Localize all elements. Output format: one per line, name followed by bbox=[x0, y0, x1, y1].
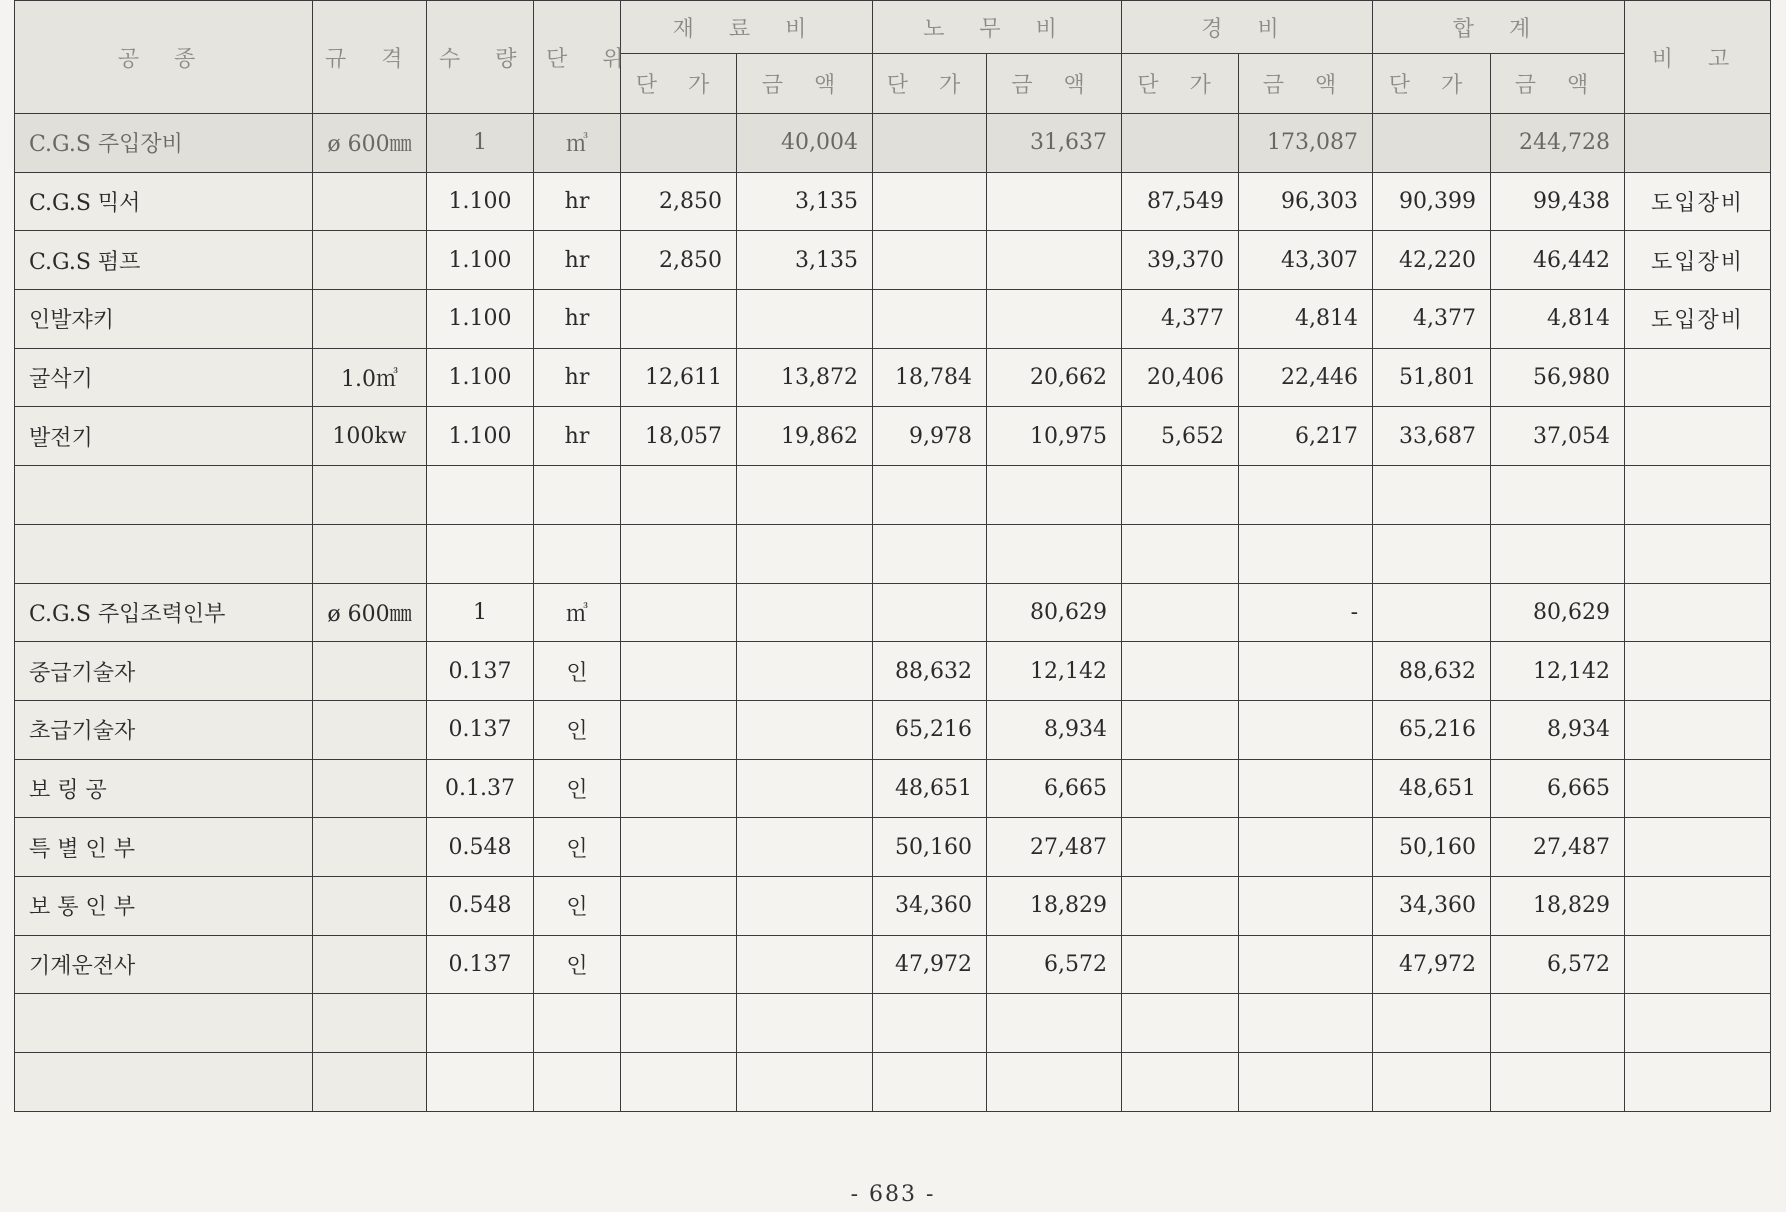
header-material-amount: 금 액 bbox=[737, 54, 873, 114]
page-number: - 683 - bbox=[850, 1182, 936, 1207]
note-cell bbox=[1625, 348, 1771, 407]
labor-unit-price-cell bbox=[873, 524, 987, 583]
total-unit-price-cell: 90,399 bbox=[1373, 172, 1491, 231]
item-cell bbox=[15, 1053, 313, 1112]
material-unit-price-cell: 2,850 bbox=[621, 231, 737, 290]
table-row bbox=[15, 700, 1771, 759]
expense-amount-cell bbox=[1239, 466, 1373, 525]
total-unit-price-cell bbox=[1373, 583, 1491, 642]
expense-amount-cell bbox=[1239, 642, 1373, 701]
total-amount-cell: 12,142 bbox=[1491, 642, 1625, 701]
labor-unit-price-cell: 9,978 bbox=[873, 407, 987, 466]
unit-cell bbox=[534, 994, 621, 1053]
unit-cell: hr bbox=[534, 231, 621, 290]
spec-cell bbox=[313, 172, 427, 231]
note-cell bbox=[1625, 876, 1771, 935]
material-amount-cell bbox=[737, 642, 873, 701]
header-total: 합 계 bbox=[1373, 1, 1625, 54]
note-cell bbox=[1625, 466, 1771, 525]
material-unit-price-cell bbox=[621, 1053, 737, 1112]
labor-amount-cell: 31,637 bbox=[987, 114, 1122, 173]
expense-unit-price-cell: 20,406 bbox=[1122, 348, 1239, 407]
labor-amount-cell: 6,665 bbox=[987, 759, 1122, 818]
spec-cell bbox=[313, 231, 427, 290]
spec-cell bbox=[313, 818, 427, 877]
item-cell bbox=[15, 466, 313, 525]
item-cell bbox=[15, 524, 313, 583]
header-material: 재 료 비 bbox=[621, 1, 873, 54]
labor-unit-price-cell: 47,972 bbox=[873, 935, 987, 994]
qty-cell: 0.548 bbox=[427, 876, 534, 935]
total-unit-price-cell: 51,801 bbox=[1373, 348, 1491, 407]
item-cell: 보 링 공 bbox=[15, 759, 313, 818]
labor-unit-price-cell: 34,360 bbox=[873, 876, 987, 935]
item-cell: 발전기 bbox=[15, 407, 313, 466]
labor-unit-price-cell bbox=[873, 583, 987, 642]
table-row bbox=[15, 407, 1771, 466]
header-expense-amount: 금 액 bbox=[1239, 54, 1373, 114]
labor-unit-price-cell bbox=[873, 172, 987, 231]
expense-unit-price-cell bbox=[1122, 818, 1239, 877]
unit-cell: ㎥ bbox=[534, 583, 621, 642]
material-unit-price-cell bbox=[621, 524, 737, 583]
material-unit-price-cell bbox=[621, 876, 737, 935]
header-labor-unit-price: 단 가 bbox=[873, 54, 987, 114]
labor-amount-cell bbox=[987, 231, 1122, 290]
unit-cost-table bbox=[14, 0, 1771, 1112]
item-cell: C.G.S 주입조력인부 bbox=[15, 583, 313, 642]
expense-amount-cell bbox=[1239, 818, 1373, 877]
labor-amount-cell: 20,662 bbox=[987, 348, 1122, 407]
expense-unit-price-cell bbox=[1122, 759, 1239, 818]
total-unit-price-cell: 65,216 bbox=[1373, 700, 1491, 759]
total-unit-price-cell: 33,687 bbox=[1373, 407, 1491, 466]
material-amount-cell bbox=[737, 700, 873, 759]
spec-cell bbox=[313, 876, 427, 935]
qty-cell bbox=[427, 466, 534, 525]
qty-cell: 1.100 bbox=[427, 348, 534, 407]
unit-cell bbox=[534, 524, 621, 583]
total-amount-cell: 37,054 bbox=[1491, 407, 1625, 466]
note-cell bbox=[1625, 1053, 1771, 1112]
labor-amount-cell: 6,572 bbox=[987, 935, 1122, 994]
spec-cell bbox=[313, 290, 427, 349]
expense-unit-price-cell bbox=[1122, 1053, 1239, 1112]
total-amount-cell: 99,438 bbox=[1491, 172, 1625, 231]
item-cell: C.G.S 주입장비 bbox=[15, 114, 313, 173]
labor-amount-cell bbox=[987, 994, 1122, 1053]
material-amount-cell bbox=[737, 994, 873, 1053]
material-amount-cell bbox=[737, 1053, 873, 1112]
expense-unit-price-cell bbox=[1122, 876, 1239, 935]
expense-unit-price-cell bbox=[1122, 700, 1239, 759]
unit-cell: 인 bbox=[534, 876, 621, 935]
material-amount-cell bbox=[737, 759, 873, 818]
note-cell bbox=[1625, 407, 1771, 466]
expense-unit-price-cell bbox=[1122, 935, 1239, 994]
expense-amount-cell bbox=[1239, 524, 1373, 583]
note-cell: 도입장비 bbox=[1625, 231, 1771, 290]
qty-cell bbox=[427, 994, 534, 1053]
item-cell bbox=[15, 994, 313, 1053]
spec-cell bbox=[313, 524, 427, 583]
total-unit-price-cell: 50,160 bbox=[1373, 818, 1491, 877]
total-amount-cell bbox=[1491, 1053, 1625, 1112]
expense-unit-price-cell bbox=[1122, 642, 1239, 701]
labor-amount-cell: 10,975 bbox=[987, 407, 1122, 466]
material-amount-cell bbox=[737, 876, 873, 935]
material-unit-price-cell bbox=[621, 466, 737, 525]
expense-unit-price-cell: 39,370 bbox=[1122, 231, 1239, 290]
table-row bbox=[15, 348, 1771, 407]
material-amount-cell: 40,004 bbox=[737, 114, 873, 173]
item-cell: 특 별 인 부 bbox=[15, 818, 313, 877]
table-row bbox=[15, 935, 1771, 994]
material-amount-cell: 13,872 bbox=[737, 348, 873, 407]
material-amount-cell bbox=[737, 583, 873, 642]
spec-cell bbox=[313, 935, 427, 994]
note-cell bbox=[1625, 524, 1771, 583]
expense-amount-cell bbox=[1239, 876, 1373, 935]
expense-amount-cell: 6,217 bbox=[1239, 407, 1373, 466]
header-spec: 규 격 bbox=[313, 1, 427, 114]
expense-amount-cell: 4,814 bbox=[1239, 290, 1373, 349]
total-amount-cell bbox=[1491, 524, 1625, 583]
total-amount-cell: 6,665 bbox=[1491, 759, 1625, 818]
total-unit-price-cell: 47,972 bbox=[1373, 935, 1491, 994]
note-cell: 도입장비 bbox=[1625, 290, 1771, 349]
item-cell: 기계운전사 bbox=[15, 935, 313, 994]
expense-amount-cell bbox=[1239, 759, 1373, 818]
total-amount-cell bbox=[1491, 466, 1625, 525]
labor-unit-price-cell: 18,784 bbox=[873, 348, 987, 407]
expense-amount-cell bbox=[1239, 1053, 1373, 1112]
table-row bbox=[15, 818, 1771, 877]
total-amount-cell: 18,829 bbox=[1491, 876, 1625, 935]
material-amount-cell bbox=[737, 935, 873, 994]
spec-cell: 1.0㎥ bbox=[313, 348, 427, 407]
expense-amount-cell: 96,303 bbox=[1239, 172, 1373, 231]
note-cell bbox=[1625, 642, 1771, 701]
total-amount-cell bbox=[1491, 994, 1625, 1053]
note-cell bbox=[1625, 935, 1771, 994]
qty-cell bbox=[427, 1053, 534, 1112]
material-unit-price-cell bbox=[621, 700, 737, 759]
note-cell bbox=[1625, 759, 1771, 818]
table-row bbox=[15, 172, 1771, 231]
header-labor: 노 무 비 bbox=[873, 1, 1122, 54]
expense-unit-price-cell bbox=[1122, 994, 1239, 1053]
labor-unit-price-cell bbox=[873, 290, 987, 349]
material-unit-price-cell bbox=[621, 642, 737, 701]
unit-cell: hr bbox=[534, 172, 621, 231]
spec-cell: ø 600㎜ bbox=[313, 583, 427, 642]
item-cell: 굴삭기 bbox=[15, 348, 313, 407]
total-unit-price-cell: 48,651 bbox=[1373, 759, 1491, 818]
material-unit-price-cell bbox=[621, 290, 737, 349]
total-amount-cell: 80,629 bbox=[1491, 583, 1625, 642]
labor-amount-cell bbox=[987, 172, 1122, 231]
unit-cell: 인 bbox=[534, 700, 621, 759]
expense-unit-price-cell bbox=[1122, 524, 1239, 583]
labor-unit-price-cell: 65,216 bbox=[873, 700, 987, 759]
total-amount-cell: 27,487 bbox=[1491, 818, 1625, 877]
header-note: 비 고 bbox=[1625, 1, 1771, 114]
expense-unit-price-cell: 4,377 bbox=[1122, 290, 1239, 349]
labor-amount-cell: 18,829 bbox=[987, 876, 1122, 935]
table-row bbox=[15, 231, 1771, 290]
unit-cell: 인 bbox=[534, 642, 621, 701]
header-total-amount: 금 액 bbox=[1491, 54, 1625, 114]
material-amount-cell: 3,135 bbox=[737, 231, 873, 290]
qty-cell: 0.137 bbox=[427, 935, 534, 994]
material-unit-price-cell: 2,850 bbox=[621, 172, 737, 231]
table-body bbox=[15, 114, 1771, 1112]
table-row bbox=[15, 994, 1771, 1053]
total-unit-price-cell bbox=[1373, 1053, 1491, 1112]
total-unit-price-cell: 88,632 bbox=[1373, 642, 1491, 701]
unit-cell: 인 bbox=[534, 759, 621, 818]
total-unit-price-cell: 34,360 bbox=[1373, 876, 1491, 935]
header-total-unit-price: 단 가 bbox=[1373, 54, 1491, 114]
total-amount-cell: 6,572 bbox=[1491, 935, 1625, 994]
note-cell bbox=[1625, 114, 1771, 173]
item-cell: 보 통 인 부 bbox=[15, 876, 313, 935]
unit-cell: 인 bbox=[534, 935, 621, 994]
header-material-unit-price: 단 가 bbox=[621, 54, 737, 114]
labor-amount-cell: 12,142 bbox=[987, 642, 1122, 701]
expense-amount-cell: 22,446 bbox=[1239, 348, 1373, 407]
qty-cell: 1.100 bbox=[427, 407, 534, 466]
labor-unit-price-cell: 88,632 bbox=[873, 642, 987, 701]
labor-amount-cell: 27,487 bbox=[987, 818, 1122, 877]
labor-amount-cell bbox=[987, 466, 1122, 525]
note-cell: 도입장비 bbox=[1625, 172, 1771, 231]
total-amount-cell: 4,814 bbox=[1491, 290, 1625, 349]
header-row-main bbox=[15, 1, 1771, 54]
labor-amount-cell bbox=[987, 524, 1122, 583]
labor-unit-price-cell bbox=[873, 466, 987, 525]
total-amount-cell: 56,980 bbox=[1491, 348, 1625, 407]
item-cell: C.G.S 믹서 bbox=[15, 172, 313, 231]
labor-unit-price-cell: 48,651 bbox=[873, 759, 987, 818]
material-unit-price-cell bbox=[621, 759, 737, 818]
header-qty: 수 량 bbox=[427, 1, 534, 114]
material-amount-cell: 3,135 bbox=[737, 172, 873, 231]
labor-unit-price-cell bbox=[873, 1053, 987, 1112]
spec-cell: 100kw bbox=[313, 407, 427, 466]
table-row bbox=[15, 114, 1771, 173]
total-unit-price-cell: 4,377 bbox=[1373, 290, 1491, 349]
labor-unit-price-cell bbox=[873, 231, 987, 290]
labor-amount-cell bbox=[987, 1053, 1122, 1112]
expense-unit-price-cell bbox=[1122, 466, 1239, 525]
material-unit-price-cell bbox=[621, 935, 737, 994]
material-amount-cell bbox=[737, 466, 873, 525]
header-unit: 단 위 bbox=[534, 1, 621, 114]
note-cell bbox=[1625, 994, 1771, 1053]
expense-amount-cell bbox=[1239, 994, 1373, 1053]
note-cell bbox=[1625, 700, 1771, 759]
total-unit-price-cell: 42,220 bbox=[1373, 231, 1491, 290]
table-row bbox=[15, 466, 1771, 525]
expense-unit-price-cell: 87,549 bbox=[1122, 172, 1239, 231]
expense-amount-cell bbox=[1239, 935, 1373, 994]
spec-cell bbox=[313, 759, 427, 818]
labor-unit-price-cell: 50,160 bbox=[873, 818, 987, 877]
expense-unit-price-cell: 5,652 bbox=[1122, 407, 1239, 466]
unit-cell: 인 bbox=[534, 818, 621, 877]
table-row bbox=[15, 642, 1771, 701]
spec-cell: ø 600㎜ bbox=[313, 114, 427, 173]
labor-unit-price-cell bbox=[873, 114, 987, 173]
table-row bbox=[15, 1053, 1771, 1112]
expense-unit-price-cell bbox=[1122, 114, 1239, 173]
header-expense: 경 비 bbox=[1122, 1, 1373, 54]
expense-amount-cell: 43,307 bbox=[1239, 231, 1373, 290]
total-amount-cell: 46,442 bbox=[1491, 231, 1625, 290]
qty-cell: 0.1.37 bbox=[427, 759, 534, 818]
qty-cell: 0.548 bbox=[427, 818, 534, 877]
total-unit-price-cell bbox=[1373, 994, 1491, 1053]
item-cell: 초급기술자 bbox=[15, 700, 313, 759]
qty-cell: 0.137 bbox=[427, 700, 534, 759]
qty-cell: 1 bbox=[427, 583, 534, 642]
material-amount-cell: 19,862 bbox=[737, 407, 873, 466]
unit-cell: hr bbox=[534, 407, 621, 466]
labor-amount-cell bbox=[987, 290, 1122, 349]
qty-cell: 1.100 bbox=[427, 231, 534, 290]
material-unit-price-cell: 18,057 bbox=[621, 407, 737, 466]
table-row bbox=[15, 524, 1771, 583]
table-row bbox=[15, 876, 1771, 935]
qty-cell bbox=[427, 524, 534, 583]
note-cell bbox=[1625, 583, 1771, 642]
labor-unit-price-cell bbox=[873, 994, 987, 1053]
material-unit-price-cell: 12,611 bbox=[621, 348, 737, 407]
unit-cell: hr bbox=[534, 348, 621, 407]
table-row bbox=[15, 583, 1771, 642]
note-cell bbox=[1625, 818, 1771, 877]
qty-cell: 1.100 bbox=[427, 172, 534, 231]
unit-cell bbox=[534, 466, 621, 525]
unit-cell: ㎥ bbox=[534, 114, 621, 173]
qty-cell: 1 bbox=[427, 114, 534, 173]
item-cell: 중급기술자 bbox=[15, 642, 313, 701]
total-unit-price-cell bbox=[1373, 524, 1491, 583]
spec-cell bbox=[313, 642, 427, 701]
total-unit-price-cell bbox=[1373, 466, 1491, 525]
spec-cell bbox=[313, 466, 427, 525]
material-unit-price-cell bbox=[621, 994, 737, 1053]
header-expense-unit-price: 단 가 bbox=[1122, 54, 1239, 114]
unit-cell: hr bbox=[534, 290, 621, 349]
labor-amount-cell: 8,934 bbox=[987, 700, 1122, 759]
spec-cell bbox=[313, 1053, 427, 1112]
total-amount-cell: 244,728 bbox=[1491, 114, 1625, 173]
material-unit-price-cell bbox=[621, 818, 737, 877]
spec-cell bbox=[313, 994, 427, 1053]
material-amount-cell bbox=[737, 818, 873, 877]
table-row bbox=[15, 290, 1771, 349]
unit-cell bbox=[534, 1053, 621, 1112]
material-amount-cell bbox=[737, 524, 873, 583]
material-amount-cell bbox=[737, 290, 873, 349]
item-cell: C.G.S 펌프 bbox=[15, 231, 313, 290]
qty-cell: 0.137 bbox=[427, 642, 534, 701]
total-unit-price-cell bbox=[1373, 114, 1491, 173]
item-cell: 인발쟈키 bbox=[15, 290, 313, 349]
table-row bbox=[15, 759, 1771, 818]
material-unit-price-cell bbox=[621, 114, 737, 173]
labor-amount-cell: 80,629 bbox=[987, 583, 1122, 642]
spec-cell bbox=[313, 700, 427, 759]
expense-amount-cell: - bbox=[1239, 583, 1373, 642]
qty-cell: 1.100 bbox=[427, 290, 534, 349]
total-amount-cell: 8,934 bbox=[1491, 700, 1625, 759]
expense-amount-cell: 173,087 bbox=[1239, 114, 1373, 173]
header-item: 공 종 bbox=[15, 1, 313, 114]
header-labor-amount: 금 액 bbox=[987, 54, 1122, 114]
material-unit-price-cell bbox=[621, 583, 737, 642]
expense-unit-price-cell bbox=[1122, 583, 1239, 642]
expense-amount-cell bbox=[1239, 700, 1373, 759]
